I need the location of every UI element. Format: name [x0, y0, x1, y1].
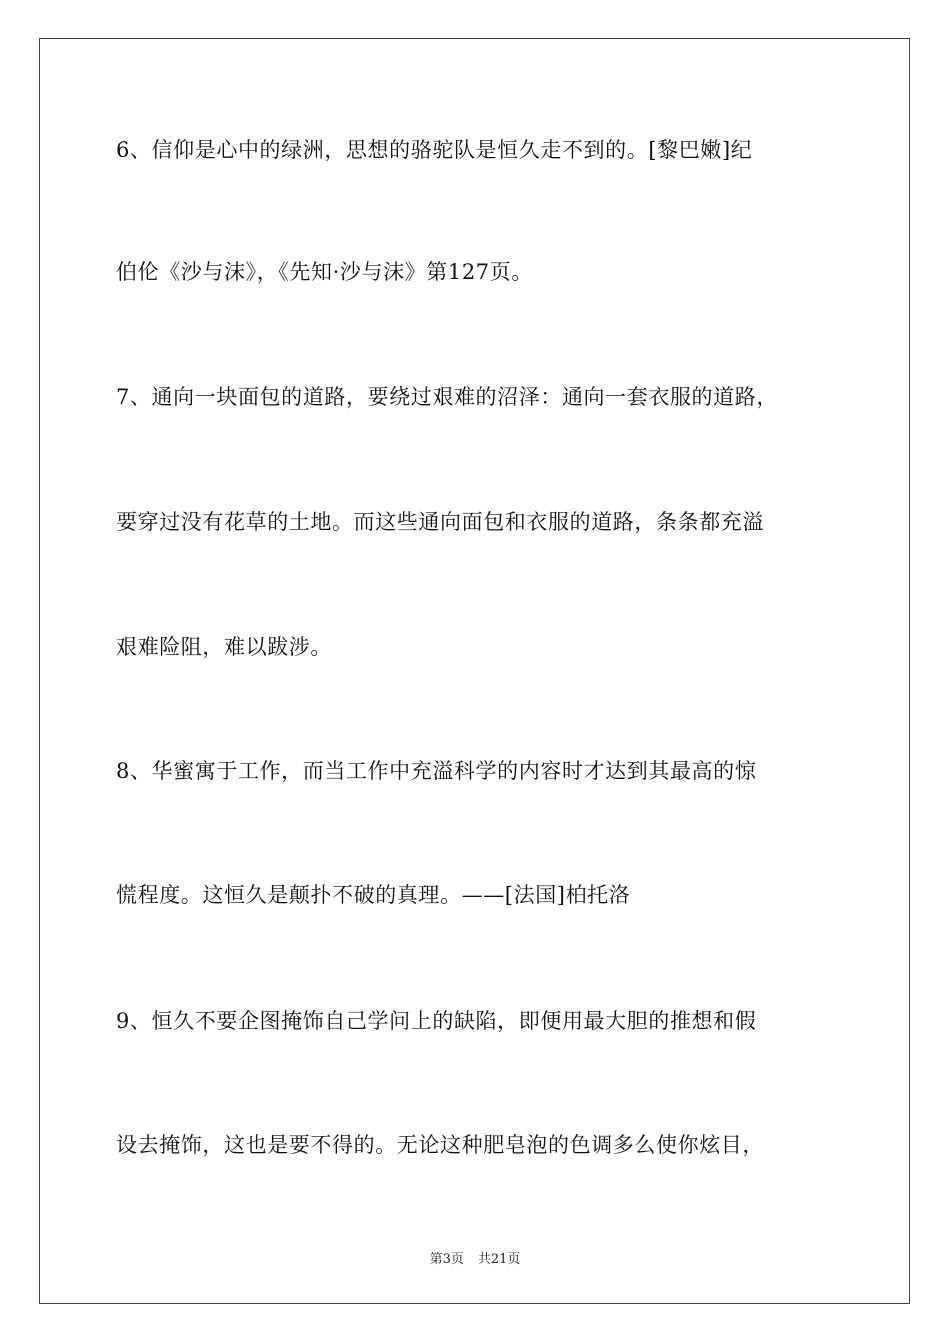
text-line-2: 伯伦《沙与沫》，《先知·沙与沫》第127页。 [116, 260, 533, 284]
page-border [39, 38, 910, 1304]
text-line-8: 9、恒久不要企图掩饰自己学问上的缺陷，即便用最大胆的推想和假 [116, 1009, 757, 1033]
text-line-4: 要穿过没有花草的土地。而这些通向面包和衣服的道路，条条都充溢 [116, 510, 764, 534]
text-line-7: 慌程度。这恒久是颠扑不破的真理。——[法国]柏托洛 [116, 883, 631, 907]
page-total: 共21页 [477, 1252, 521, 1267]
text-line-6: 8、华蜜寓于工作，而当工作中充溢科学的内容时才达到其最高的惊 [116, 759, 757, 783]
page-number: 第3页 [429, 1252, 464, 1267]
text-line-3: 7、通向一块面包的道路，要绕过艰难的沼泽：通向一套衣服的道路， [116, 385, 778, 409]
text-line-1: 6、信仰是心中的绿洲，思想的骆驼队是恒久走不到的。[黎巴嫩]纪 [116, 138, 753, 162]
text-line-5: 艰难险阻，难以跋涉。 [116, 635, 332, 659]
text-line-9: 设去掩饰，这也是要不得的。无论这种肥皂泡的色调多么使你炫目， [116, 1133, 764, 1157]
page-footer [0, 1248, 950, 1267]
